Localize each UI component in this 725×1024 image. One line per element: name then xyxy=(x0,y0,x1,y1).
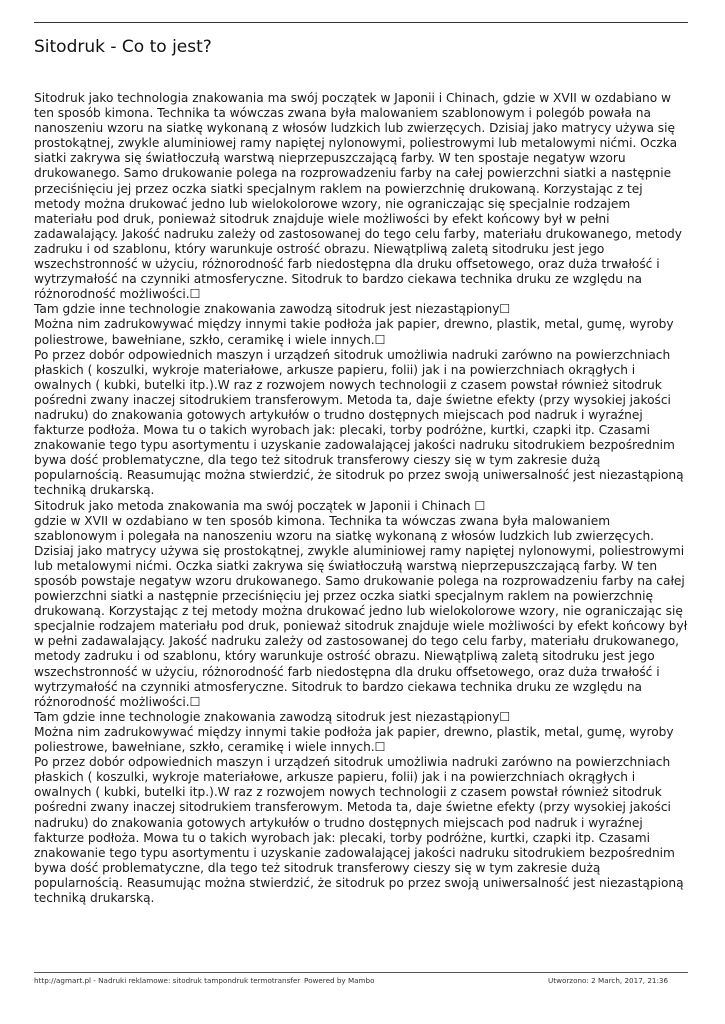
paragraph: Można nim zadrukowywać między innymi takie podłoża jak papier, drewno, plastik, metal, gumę, wyroby poliestrowe, bawełniane, szkło, ceramikę i wiele innych.☐ xyxy=(34,317,674,347)
paragraph: Po przez dobór odpowiednich maszyn i urządzeń sitodruk umożliwia nadruki zarówno na powierzchniach płaskich ( koszulki, wykroje materiałowe, arkusze papieru, folii) jak i na powierzchniach okrągłych i owalnych ( kubki, butelki itp.).W raz z rozwojem nowych technologii z czasem powstał również sitodruk pośredni zwany inaczej sitodrukiem transferowym. Metoda ta, daje świetne efekty (przy wysokiej jakości nadruku) do znakowania gotowych artykułów o trudno dostępnych miejscach pod nadruk i wyraźnej fakturze podłoża. Mowa tu o takich wyrobach jak: plecaki, torby podróżne, kurtki, czapki itp. Czasami znakowanie tego typu asortymentu i uzyskanie zadowalającej jakości nadruku sitodrukiem bezpośrednim bywa dość problematyczne, dla tego też sitodruk transferowy cieszy się w tym zakresie dużą popularnością. Reasumując można stwierdzić, że sitodruk po przez swoją uniwersalność jest niezastąpioną techniką drukarską. xyxy=(34,347,684,498)
footer-created-date: Utworzono: 2 March, 2017, 21:36 xyxy=(548,976,669,985)
footer-powered-by: Powered by Mambo xyxy=(304,976,375,985)
article-body xyxy=(34,91,688,906)
paragraph: Tam gdzie inne technologie znakowania zawodzą sitodruk jest niezastąpiony☐ xyxy=(34,709,511,724)
header-divider xyxy=(34,22,688,23)
paragraph: Po przez dobór odpowiednich maszyn i urządzeń sitodruk umożliwia nadruki zarówno na powierzchniach płaskich ( koszulki, wykroje materiałowe, arkusze papieru, folii) jak i na powierzchniach okrągłych i owalnych ( kubki, butelki itp.).W raz z rozwojem nowych technologii z czasem powstał również sitodruk pośredni zwany inaczej sitodrukiem transferowym. Metoda ta, daje świetne efekty (przy wysokiej jakości nadruku) do znakowania gotowych artykułów o trudno dostępnych miejscach pod nadruk i wyraźnej fakturze podłoża. Mowa tu o takich wyrobach jak: plecaki, torby podróżne, kurtki, czapki itp. Czasami znakowanie tego typu asortymentu i uzyskanie zadowalającej jakości nadruku sitodrukiem bezpośrednim bywa dość problematyczne, dla tego też sitodruk transferowy cieszy się w tym zakresie dużą popularnością. Reasumując można stwierdzić, że sitodruk po przez swoją uniwersalność jest niezastąpioną techniką drukarską. xyxy=(34,755,684,905)
paragraph: gdzie w XVII w ozdabiano w ten sposób kimona. Technika ta wówczas zwana była malowaniem szablonowym i polegała na nanoszeniu wzoru na siatkę wykonaną z włosów ludzkich lub zwierzęcych. Dzisiaj jako matrycy używa się prostokątnej, zwykle aluminiowej ramy napiętej nylonowymi, poliestrowymi lub metalowymi nićmi. Oczka siatki zakrywa się światłoczułą warstwą nieprzepuszczającą farby. W ten sposób powstaje negatyw wzoru drukowanego. Samo drukowanie polega na rozprowadzeniu farby na całej powierzchni siatki a następnie przeciśnięciu jej przez oczka siatki specjalnym raklem na powierzchnię drukowaną. Korzystając z tej metody można drukować jedno lub wielokolorowe wzory, nie ograniczając się specjalnie rodzajem materiału pod druk, ponieważ sitodruk znajduje wiele możliwości by efekt końcowy był w pełni zadawalający. Jakość nadruku zależy od zastosowanej do tego celu farby, materiału drukowanego, metody zadruku i od szablonu, który warunkuje ostrość obrazu. Niewątpliwą zaletą sitodruku jest jego wszechstronność w użyciu, różnorodność farb niedostępna dla druku offsetowego, oraz duża trwałość i wytrzymałość na czynniki atmosferyczne. Sitodruk to bardzo ciekawa technika druku ze względu na różnorodność możliwości.☐ xyxy=(34,513,688,709)
paragraph: Można nim zadrukowywać między innymi takie podłoża jak papier, drewno, plastik, metal, gumę, wyroby poliestrowe, bawełniane, szkło, ceramikę i wiele innych.☐ xyxy=(34,724,674,755)
page-title: Sitodruk - Co to jest? xyxy=(34,37,212,57)
paragraph: Sitodruk jako technologia znakowania ma swój początek w Japonii i Chinach, gdzie w XVII w ozdabiano w ten sposób kimona. Technika ta wówczas zwana była malowaniem szablonowym i polegób powała na nanoszeniu wzoru na siatkę wykonaną z włosów ludzkich lub zwierzęcych. Dzisiaj jako matrycy używa się prostokątnej, zwykle aluminiowej ramy napiętej nylonowymi, poliestrowymi lub metalowymi nićmi. Oczka siatki zakrywa się światłoczułą warstwą nieprzepuszczającą farby. W ten spostaje negatyw wzoru drukowanego. Samo drukowanie polega na rozprowadzeniu farby na całej powierzchni siatki a następnie przeciśnięciu jej przez oczka siatki specjalnym raklem na powierzchnię drukowaną. Korzystając z tej metody można drukować jedno lub wielokolorowe wzory, nie ograniczając się specjalnie rodzajem materiału pod druk, ponieważ sitodruk znajduje wiele możliwości by efekt końcowy był w pełni zadawalający. Jakość nadruku zależy od zastosowanej do tego celu farby, materiału drukowanego, metody zadruku i od szablonu, który warunkuje ostrość obrazu. Niewątpliwą zaletą sitodruku jest jego wszechstronność w użyciu, różnorodność farb niedostępna dla druku offsetowego, oraz duża trwałość i wytrzymałość na czynniki atmosferyczne. Sitodruk to bardzo ciekawa technika druku ze względu na różnorodność możliwości.☐ xyxy=(34,91,682,302)
paragraph: Tam gdzie inne technologie znakowania zawodzą sitodruk jest niezastąpiony☐ xyxy=(34,302,511,317)
footer-url: http://agmart.pl - Nadruki reklamowe: sitodruk tampondruk termotransfer xyxy=(34,976,301,985)
paragraph: Sitodruk jako metoda znakowania ma swój początek w Japonii i Chinach ☐ xyxy=(34,498,486,513)
footer-divider xyxy=(34,972,688,973)
